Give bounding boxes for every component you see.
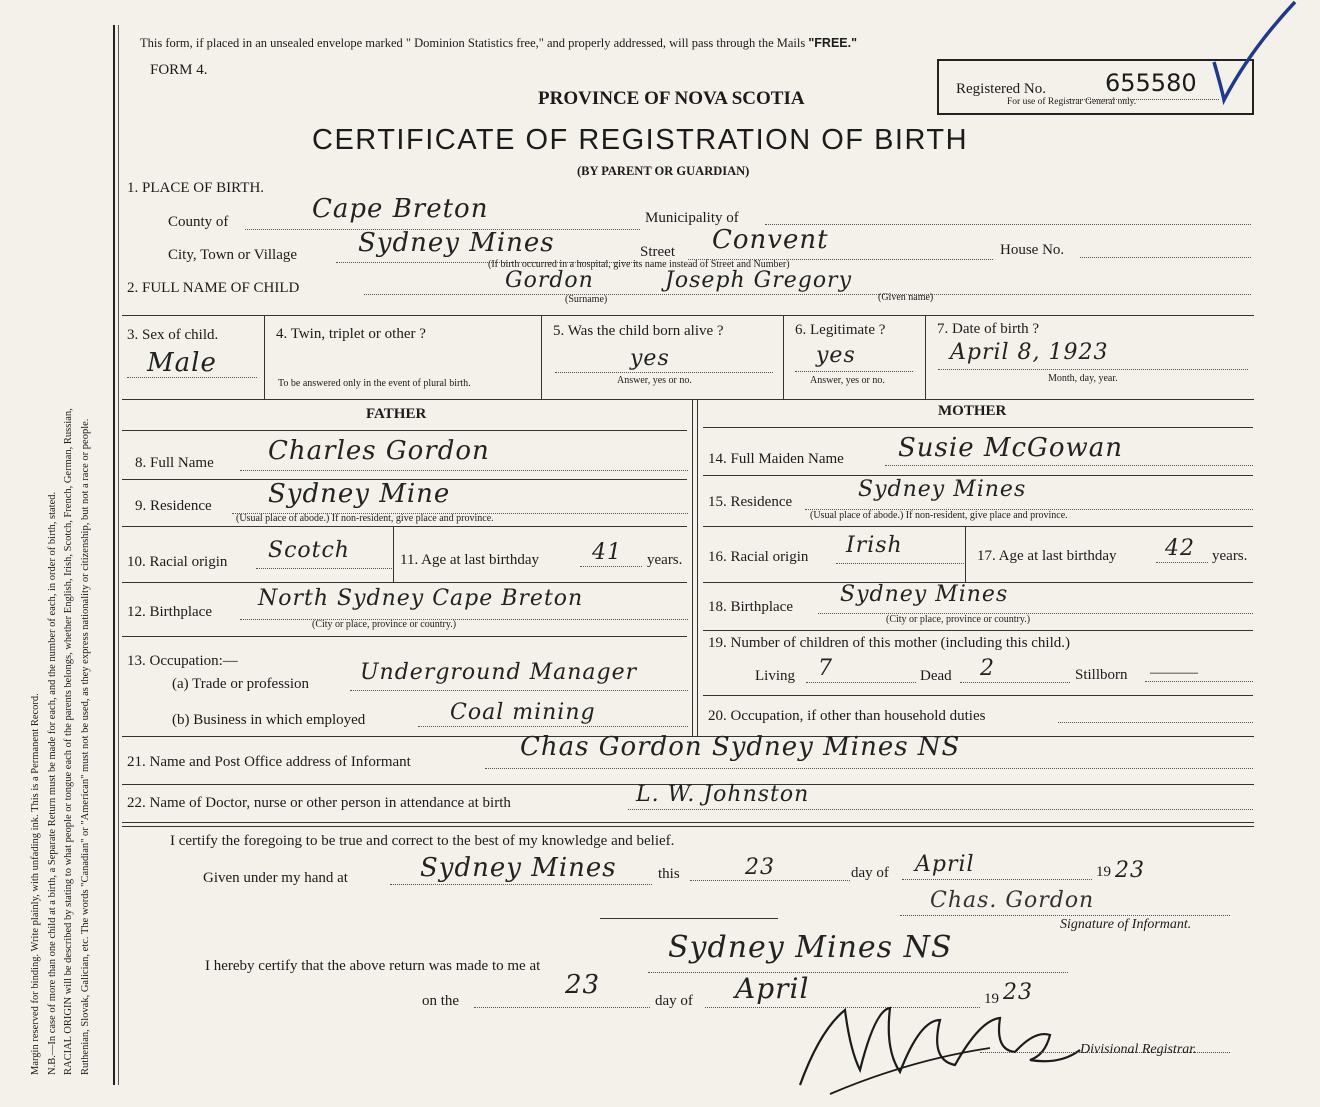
mail-notice: This form, if placed in an unsealed envelope marked " Dominion Statistics free," and properly addressed, will pass through the Mails "FREE." [140, 36, 858, 50]
father-name-value: Charles Gordon [268, 436, 490, 466]
living-label: Living [755, 668, 795, 684]
mother-race-value: Irish [846, 533, 903, 558]
informant-signature: Chas. Gordon [930, 888, 1095, 913]
father-name-label: 8. Full Name [135, 455, 214, 471]
mother-residence-value: Sydney Mines [858, 477, 1027, 502]
street-value: Convent [712, 225, 829, 255]
return-year-prefix: 19 [984, 991, 999, 1007]
hospital-note: (If birth occurred in a hospital, give its name instead of Street and Number) [488, 259, 790, 270]
province-heading: PROVINCE OF NOVA SCOTIA [538, 88, 805, 109]
dead-value: 2 [980, 656, 995, 681]
father-business-label: (b) Business in which employed [172, 712, 366, 728]
stillborn-label: Stillborn [1075, 667, 1128, 683]
certify-month-value: April [915, 852, 975, 877]
registrar-note: For use of Registrar General only. [1007, 97, 1137, 107]
born-alive-note: Answer, yes or no. [617, 375, 692, 386]
certify-dayof-label: day of [851, 865, 889, 881]
mother-residence-label: 15. Residence [708, 494, 793, 510]
father-heading: FATHER [366, 406, 427, 422]
mother-children-label: 19. Number of children of this mother (including this child.) [708, 635, 1071, 651]
margin-note-binding: Margin reserved for binding. Write plainly, with unfading ink. This is a Permanent Record. [30, 693, 41, 1075]
return-text: I hereby certify that the above return was made to me at [205, 958, 541, 974]
return-dayof-label: day of [655, 993, 693, 1009]
return-year-value: 23 [1003, 980, 1033, 1005]
registrar-signature-label: Divisional Registrar. [1080, 1042, 1197, 1057]
registered-number-box [937, 59, 1254, 115]
street-label: Street [640, 244, 675, 260]
father-age-label: 11. Age at last birthday [400, 552, 539, 568]
surname-note: (Surname) [565, 294, 608, 305]
doctor-label: 22. Name of Doctor, nurse or other person in attendance at birth [127, 795, 511, 811]
father-age-unit: years. [647, 552, 683, 568]
certify-year-value: 23 [1115, 858, 1145, 883]
mother-residence-note: (Usual place of abode.) If non-resident, give place and province. [810, 510, 1068, 521]
father-birthplace-note: (City or place, province or country.) [312, 619, 457, 630]
father-trade-label: (a) Trade or profession [172, 676, 310, 692]
certificate-title: CERTIFICATE OF REGISTRATION OF BIRTH [312, 124, 969, 156]
mother-age-value: 42 [1165, 536, 1195, 561]
certify-day-value: 23 [745, 855, 775, 880]
registered-label: Registered No. [956, 81, 1046, 97]
legitimate-label: 6. Legitimate ? [795, 322, 886, 338]
margin-note-racial-origin-1: RACIAL ORIGIN will be described by stating to what people or tongue each of the parents belongs, whether English, Irish, Scotch, French, German, Russian, [63, 408, 74, 1075]
father-business-value: Coal mining [450, 700, 596, 725]
margin-note-racial-origin-2: Ruthenian, Slovak, Galician, etc. The words "Canadian" or "American" must not be used, as they express nationality or citizenship, but not a race or people. [79, 418, 91, 1075]
father-residence-value: Sydney Mine [268, 479, 451, 509]
margin-note-multiple-birth: N.B.—In case of more than one child at a birth, a Separate Return must be made for each, and the number of each, in order of birth, stated. [46, 491, 58, 1075]
return-place-value: Sydney Mines NS [668, 930, 953, 965]
given-place-value: Sydney Mines [420, 853, 617, 883]
sex-value: Male [147, 348, 217, 378]
stillborn-value: ——— [1150, 664, 1198, 681]
informant-signature-label: Signature of Informant. [1060, 917, 1192, 932]
twin-label: 4. Twin, triplet or other ? [276, 326, 426, 342]
father-race-label: 10. Racial origin [127, 554, 228, 570]
father-trade-value: Underground Manager [360, 660, 638, 685]
mother-name-label: 14. Full Maiden Name [708, 451, 844, 467]
checkmark-icon [1210, 0, 1300, 110]
certificate-subtitle: (BY PARENT OR GUARDIAN) [577, 164, 750, 178]
child-name-label: 2. FULL NAME OF CHILD [127, 280, 300, 296]
sex-label: 3. Sex of child. [127, 327, 219, 343]
dob-note: Month, day, year. [1048, 373, 1118, 384]
mother-name-value: Susie McGowan [898, 433, 1123, 463]
father-race-value: Scotch [268, 538, 350, 563]
father-residence-note: (Usual place of abode.) If non-resident, give place and province. [236, 513, 494, 524]
place-of-birth-heading: 1. PLACE OF BIRTH. [127, 180, 265, 196]
mother-age-label: 17. Age at last birthday [977, 548, 1117, 564]
margin-notes [28, 15, 94, 1075]
child-given-value: Joseph Gregory [665, 268, 853, 293]
informant-label: 21. Name and Post Office address of Informant [127, 754, 411, 770]
return-month-value: April [735, 972, 810, 1005]
father-residence-label: 9. Residence [135, 498, 212, 514]
form-number: FORM 4. [150, 62, 208, 78]
this-label: this [658, 866, 680, 882]
given-under-hand-label: Given under my hand at [203, 870, 348, 886]
county-value: Cape Breton [312, 194, 489, 224]
margin-rule-inner [118, 25, 119, 1085]
return-day-value: 23 [565, 970, 601, 1000]
registered-value: 655580 [1105, 69, 1197, 97]
mother-age-unit: years. [1212, 548, 1248, 564]
legitimate-note: Answer, yes or no. [810, 375, 885, 386]
mother-birthplace-value: Sydney Mines [840, 582, 1009, 607]
dob-label: 7. Date of birth ? [937, 321, 1040, 337]
father-age-value: 41 [592, 540, 622, 565]
informant-value: Chas Gordon Sydney Mines NS [520, 732, 961, 762]
born-alive-value: yes [630, 346, 670, 371]
city-value: Sydney Mines [358, 228, 555, 258]
county-label: County of [168, 214, 229, 230]
mother-occupation-label: 20. Occupation, if other than household duties [708, 708, 986, 724]
mother-birthplace-label: 18. Birthplace [708, 599, 793, 615]
father-birthplace-label: 12. Birthplace [127, 604, 212, 620]
mother-heading: MOTHER [938, 403, 1007, 419]
born-alive-label: 5. Was the child born alive ? [553, 323, 724, 339]
city-label: City, Town or Village [168, 247, 298, 263]
registrar-signature [790, 990, 1090, 1100]
legitimate-value: yes [816, 343, 856, 368]
doctor-value: L. W. Johnston [636, 782, 810, 807]
dead-label: Dead [920, 668, 952, 684]
given-name-note: (Given name) [878, 292, 934, 303]
twin-note: To be answered only in the event of plural birth. [278, 378, 471, 389]
house-label: House No. [1000, 242, 1065, 258]
father-birthplace-value: North Sydney Cape Breton [258, 586, 584, 611]
living-value: 7 [818, 656, 833, 681]
margin-rule [113, 25, 115, 1085]
child-surname-value: Gordon [505, 268, 594, 293]
on-the-label: on the [422, 993, 460, 1009]
father-occupation-label: 13. Occupation:— [127, 653, 238, 669]
mother-birthplace-note: (City or place, province or country.) [886, 614, 1031, 625]
certify-year-prefix: 19 [1096, 864, 1111, 880]
municipality-label: Municipality of [645, 210, 739, 226]
mother-race-label: 16. Racial origin [708, 549, 809, 565]
dob-value: April 8, 1923 [950, 340, 1109, 365]
certify-text: I certify the foregoing to be true and correct to the best of my knowledge and belief. [170, 833, 675, 849]
